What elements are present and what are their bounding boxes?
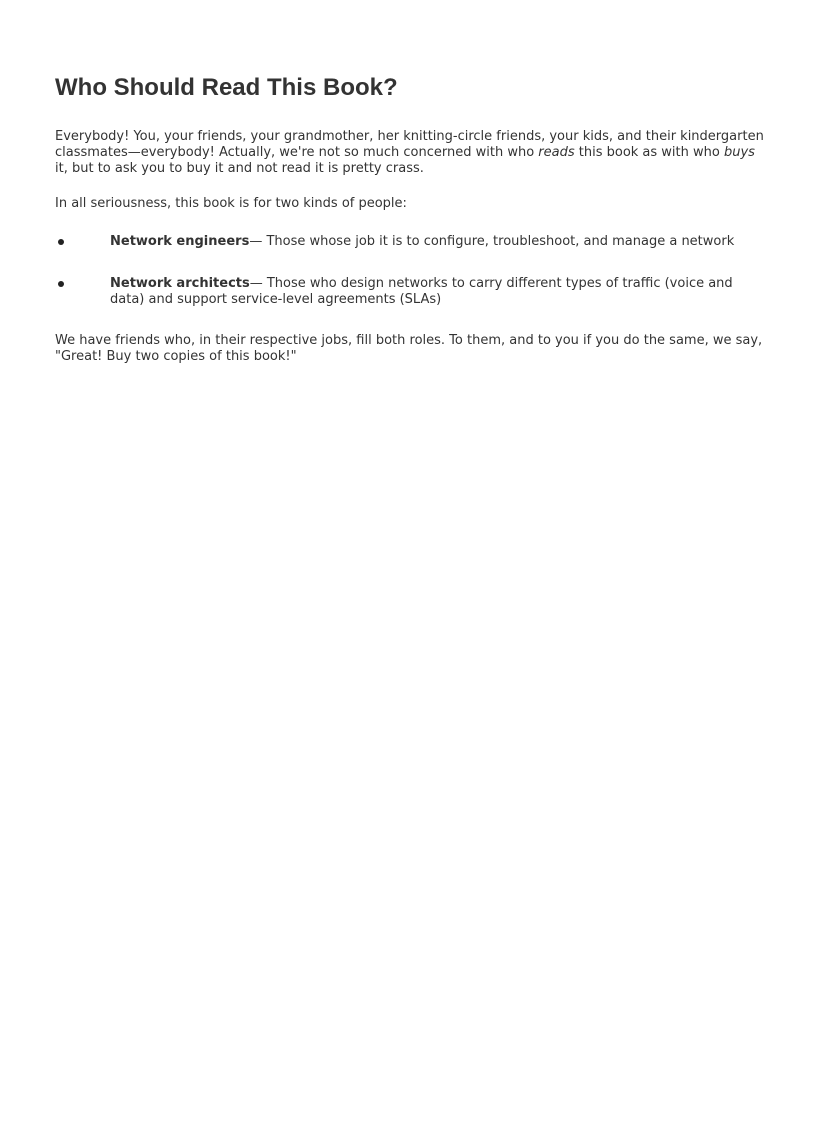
- bullet-icon: [58, 281, 64, 287]
- intro-emphasis-buys: buys: [723, 145, 755, 160]
- list-item-network-engineers: [55, 234, 767, 250]
- term-network-engineers: Network engineers: [110, 234, 250, 249]
- intro-paragraph: [55, 129, 767, 177]
- description-network-architects: — Those who design networks to carry different types of traffic (voice and data) and support service-level agreements (SLAs): [110, 276, 733, 307]
- audience-list: [55, 234, 767, 308]
- bullet-icon: [58, 239, 64, 245]
- closing-paragraph: We have friends who, in their respective jobs, fill both roles. To them, and to you if you do the same, we say, "Great! Buy two copies of this book!": [55, 333, 763, 364]
- intro-text-2: this book as with who: [574, 145, 724, 160]
- intro-emphasis-reads: reads: [538, 145, 575, 160]
- list-item-network-architects: [55, 276, 767, 308]
- term-network-architects: Network architects: [110, 276, 250, 291]
- description-network-engineers: — Those whose job it is to configure, troubleshoot, and manage a network: [249, 234, 735, 249]
- section-heading: Who Should Read This Book?: [55, 74, 398, 101]
- seriousness-paragraph: In all seriousness, this book is for two kinds of people:: [55, 196, 407, 211]
- intro-text-1: Everybody! You, your friends, your grandmother, her knitting-circle friends, your kids, and their kindergarten classmates—everybody! Actually, we're not so much concerned with who: [55, 129, 764, 160]
- page-content: [55, 72, 767, 365]
- intro-text-3: it, but to ask you to buy it and not read it is pretty crass.: [55, 161, 424, 176]
